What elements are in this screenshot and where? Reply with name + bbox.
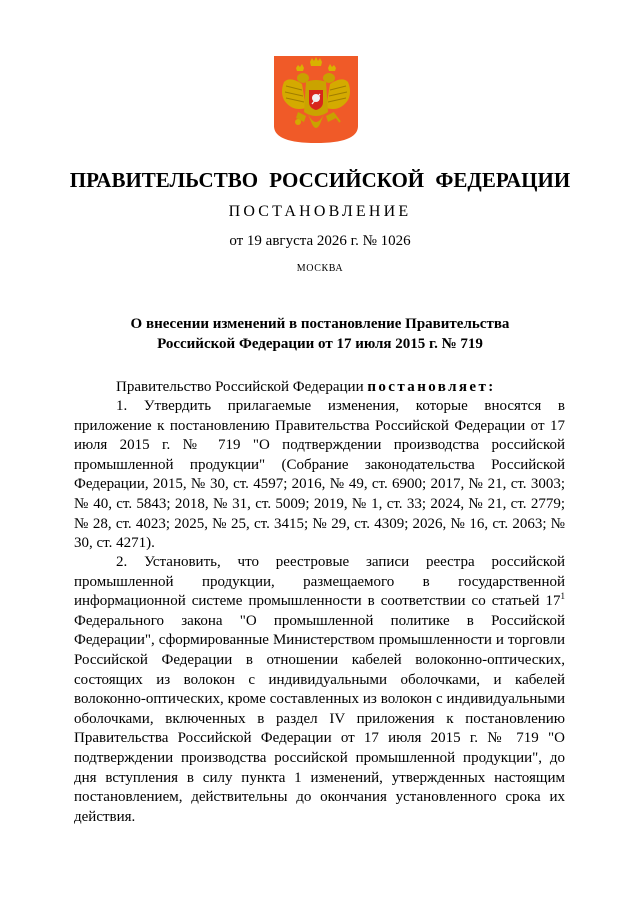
paragraph-2-part-b: Федерального закона "О промышленной политике в Российской Федерации", сформированные Министерством промышленности и торговли Российской Федерации в отношении кабелей волоконно-оптических, состоящих из волокон с индивидуальными оболочками, и кабелей волоконно-оптических, кроме составленных из волокон с индивидуальными оболочками, включенных в раздел IV приложения к постановлению Правительства Российской Федерации от 17 июля 2015 г. № 719 "О подтверждении производства российской промышленной продукции", до дня вступления в силу пункта 1 изменений, утвержденных настоящим постановлением, действительны до окончания установленного срока их действия. [74,612,565,825]
paragraph-2-part-a: 2. Установить, что реестровые записи реестра российской промышленной продукции, размещаемого в государственной информационной системе промышленности в соответствии со статьей 17 [74,554,565,610]
document-type: ПОСТАНОВЛЕНИЕ [228,203,412,220]
coat-of-arms-icon [274,56,358,143]
article-superscript: 1 [560,591,565,602]
resolution-keyword: постановляет: [367,379,496,395]
document-date-number: от 19 августа 2026 г. № 1026 [229,233,411,249]
intro-text: Правительство Российской Федерации [116,379,368,395]
document-place: МОСКВА [296,263,344,274]
paragraph-2 [74,553,565,827]
paragraph-1: 1. Утвердить прилагаемые изменения, которые вносятся в приложение к постановлению Правительства Российской Федерации от 17 июля 2015 г. № 719 "О подтверждении производства российской промышленной продукции" (Собрание законодательства Российской Федерации, 2015, № 30, ст. 4597; 2016, № 49, ст. 6900; 2017, № 21, ст. 3003; № 40, ст. 5843; 2018, № 31, ст. 5009; 2019, № 1, ст. 33; 2024, № 21, ст. 2779; № 28, ст. 4023; 2025, № 25, ст. 3415; № 29, ст. 4309; 2026, № 16, ст. 2063; № 30, ст. 4271). [74,398,565,552]
document-subject: О внесении изменений в постановление Правительства Российской Федерации от 17 июля 2015 г. № 719 [130,316,510,352]
government-title: ПРАВИТЕЛЬСТВО РОССИЙСКОЙ ФЕДЕРАЦИИ [69,168,571,192]
intro-paragraph [74,378,565,398]
